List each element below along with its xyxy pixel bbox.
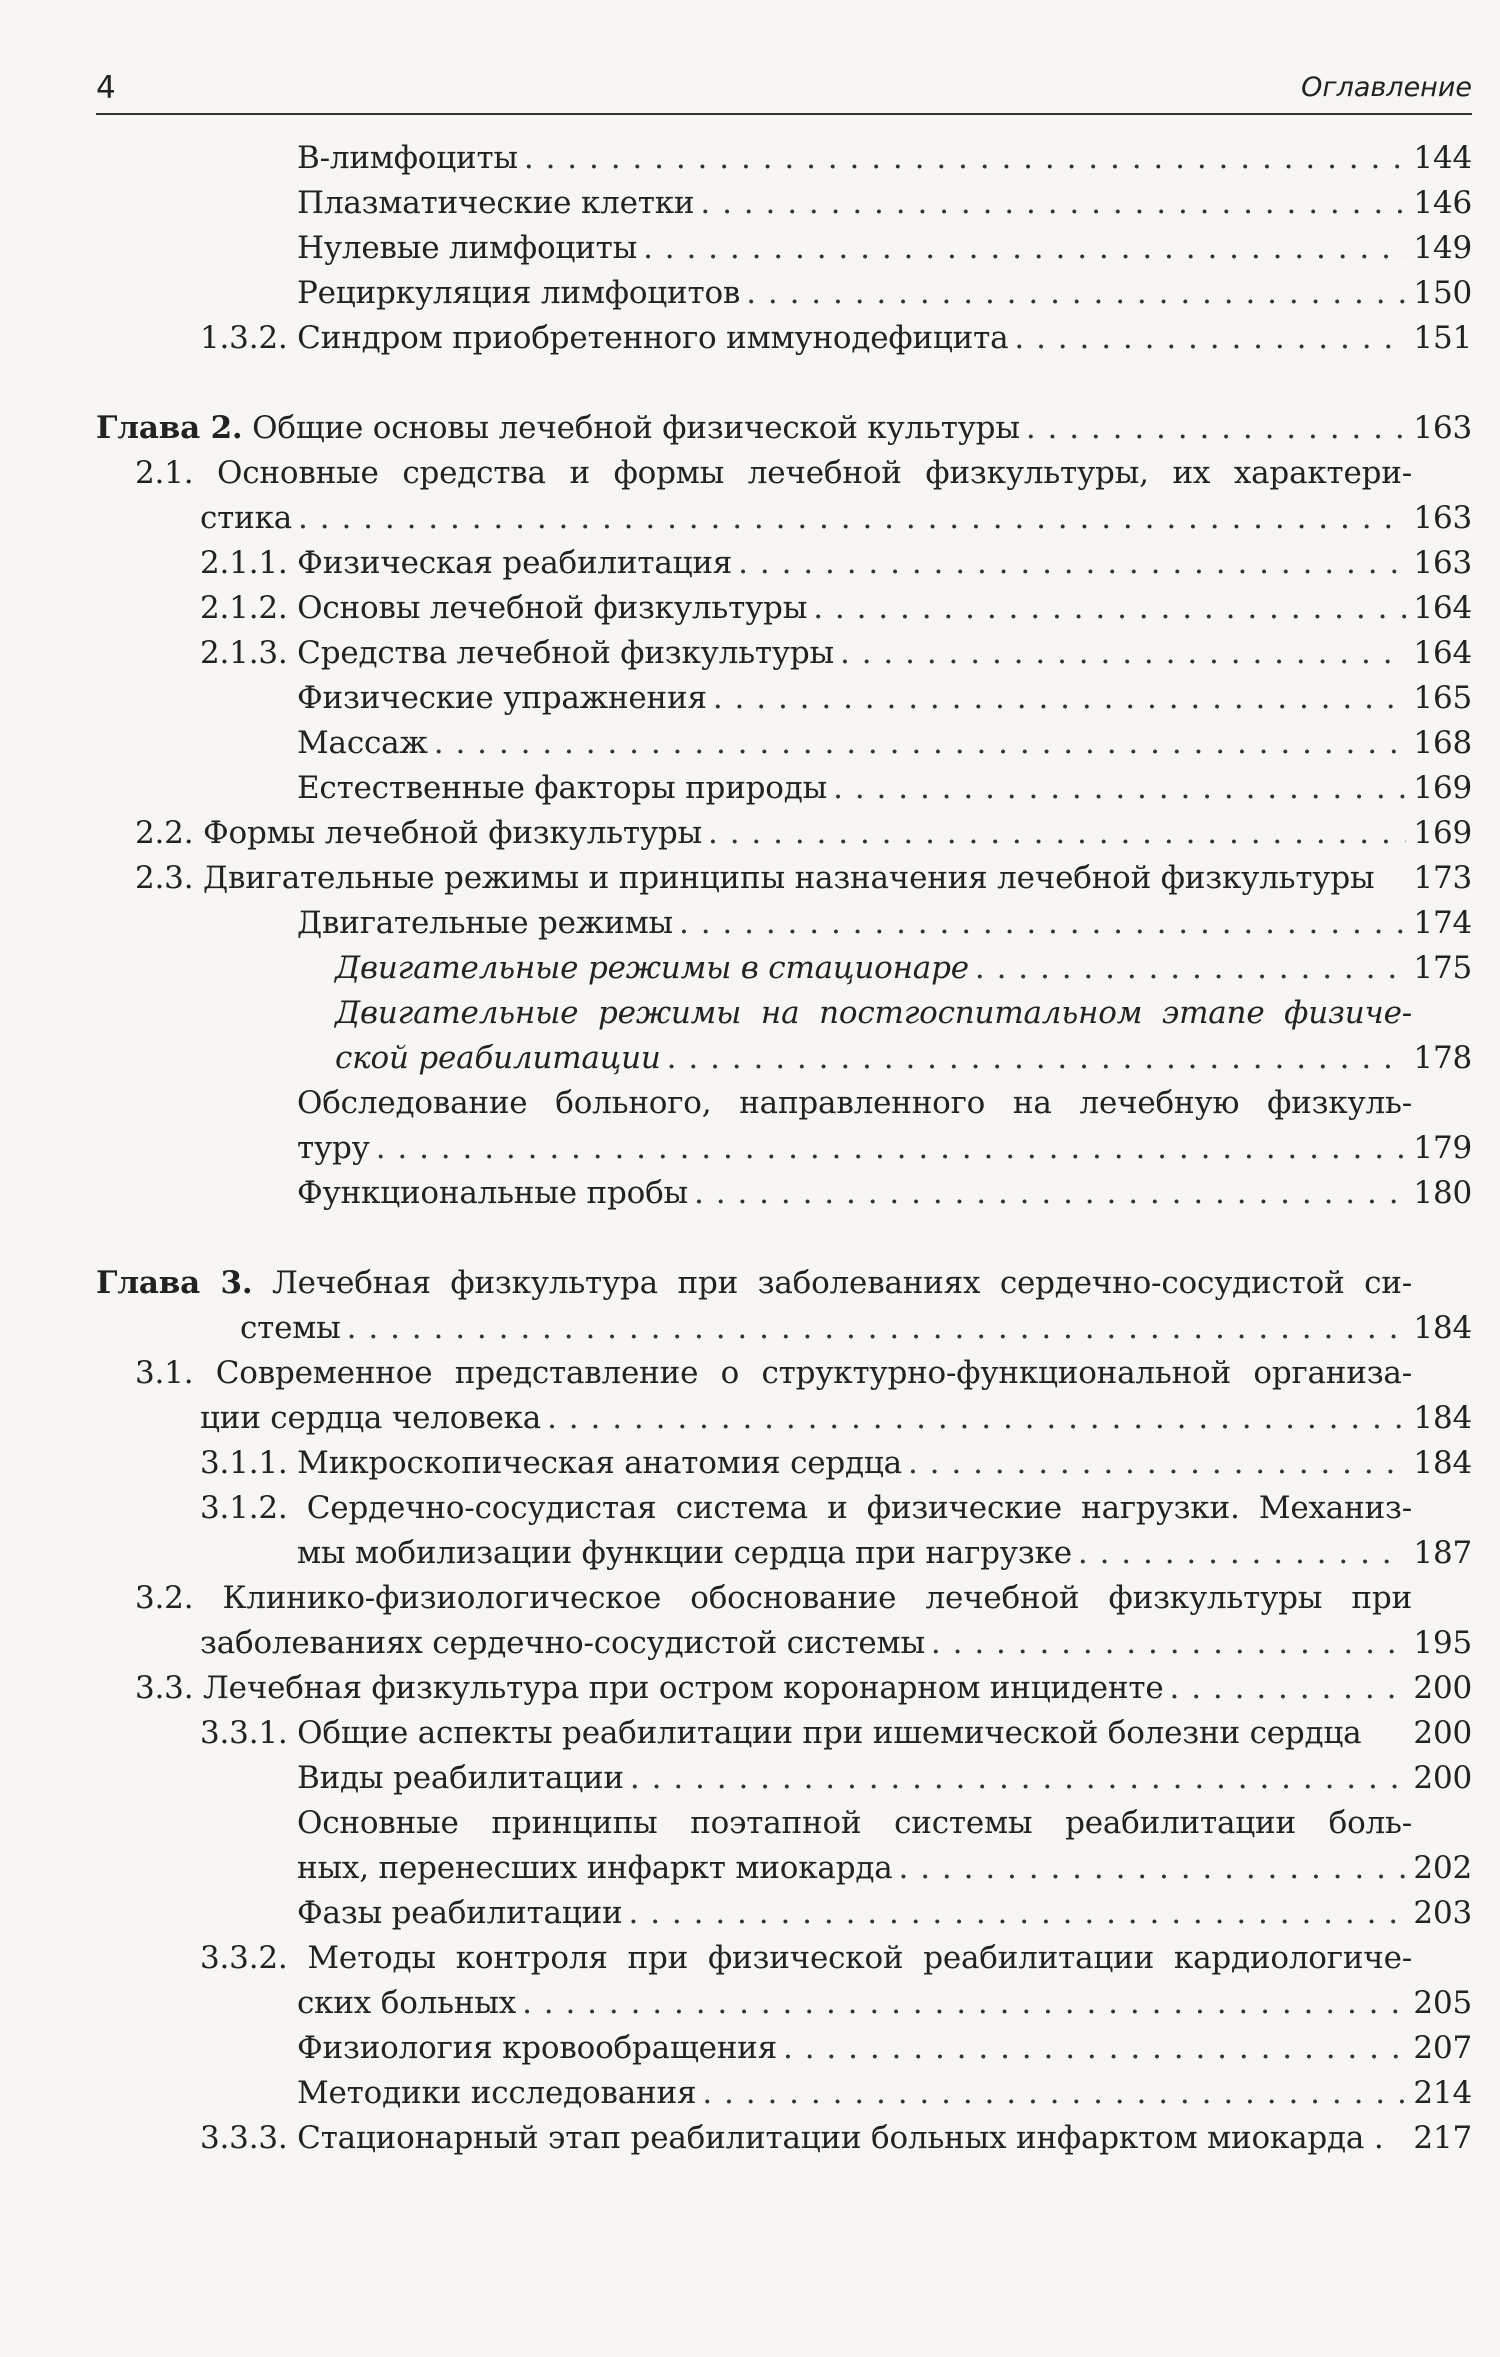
- dot-leader: [702, 2071, 1406, 2115]
- toc-entry-title: Обследование больного, направленного на лечебную физкуль-: [297, 1085, 1412, 1121]
- toc-entry-title: 3.2. Клинико-физиологическое обоснование лечебной физкультуры при: [135, 1580, 1412, 1616]
- dot-leader: [434, 721, 1406, 765]
- toc-entry-title: Виды реабилитации: [297, 1760, 624, 1796]
- dot-leader: [1014, 316, 1406, 360]
- toc-entry-title: 3.3.1. Общие аспекты реабилитации при ишемической болезни сердца: [200, 1715, 1362, 1751]
- toc-entry: [135, 811, 1472, 855]
- dot-leader: [908, 1441, 1406, 1485]
- dot-leader: [694, 1171, 1406, 1215]
- toc-page-number: 214: [1413, 2075, 1472, 2111]
- toc-entry-title: Методики исследования: [297, 2075, 697, 2111]
- toc-entry: [297, 2071, 1472, 2115]
- chapter-label: Глава 3.: [96, 1265, 253, 1301]
- toc-entry-title: Двигательные режимы в стационаре: [335, 950, 969, 986]
- toc-entry-title: 2.1.2. Основы лечебной физкультуры: [200, 590, 808, 626]
- toc-entry-title: ных, перенесших инфаркт миокарда: [297, 1850, 893, 1886]
- toc-entry-title: Физиология кровообращения: [297, 2030, 777, 2066]
- dot-leader: [547, 1396, 1406, 1440]
- toc-entry: [297, 1891, 1472, 1935]
- running-head: Оглавление: [1301, 72, 1472, 103]
- toc-page-number: 168: [1413, 725, 1472, 761]
- toc-page-number: 150: [1413, 275, 1472, 311]
- toc-page-number: 187: [1413, 1535, 1472, 1571]
- toc-entry-title: ских больных: [297, 1985, 517, 2021]
- toc-page-number: 200: [1413, 1760, 1472, 1796]
- toc-entry: [200, 631, 1472, 675]
- dot-leader: [629, 1891, 1407, 1935]
- toc-entry-title: Двигательные режимы на постгоспитальном этапе физиче-: [335, 995, 1412, 1031]
- dot-leader: [1026, 406, 1406, 450]
- toc-entry-title: 3.1. Современное представление о структурно-функциональной организа-: [135, 1355, 1412, 1391]
- toc-entry-title: туру: [297, 1130, 370, 1166]
- toc-entry-title: Основные принципы поэтапной системы реабилитации боль-: [297, 1805, 1412, 1841]
- chapter-label: Глава 2.: [96, 410, 243, 446]
- toc-entry-title: 2.2. Формы лечебной физкультуры: [135, 815, 702, 851]
- toc-entry: [297, 1081, 1472, 1125]
- toc-entry-title: Нулевые лимфоциты: [297, 230, 638, 266]
- toc-entry: [297, 676, 1472, 720]
- toc-entry: [297, 136, 1472, 180]
- dot-leader: [899, 1846, 1406, 1890]
- toc-entry: [297, 766, 1472, 810]
- toc-entry: [200, 1486, 1472, 1530]
- toc-page-number: 203: [1413, 1895, 1472, 1931]
- toc-entry-title: Физические упражнения: [297, 680, 707, 716]
- toc-entry: [297, 1171, 1472, 1215]
- toc-entry-title: 3.3.3. Стационарный этап реабилитации больных инфарктом миокарда .: [200, 2120, 1384, 2156]
- toc-entry: [135, 1576, 1472, 1620]
- page-number: 4: [96, 70, 116, 106]
- toc-entry-title: 2.3. Двигательные режимы и принципы назначения лечебной физкультуры: [135, 860, 1375, 896]
- toc-entry: [335, 1036, 1472, 1080]
- toc-page-number: 200: [1413, 1670, 1472, 1706]
- toc-page-number: 179: [1413, 1130, 1472, 1166]
- toc-page-number: 217: [1413, 2120, 1472, 2156]
- dot-leader: [376, 1126, 1406, 1170]
- toc-entry: [297, 271, 1472, 315]
- toc-page-number: 164: [1413, 635, 1472, 671]
- dot-leader: [298, 496, 1406, 540]
- toc-page-number: 184: [1413, 1310, 1472, 1346]
- toc-entry: [135, 1351, 1472, 1395]
- toc-entry-title: Функциональные пробы: [297, 1175, 689, 1211]
- dot-leader: [667, 1036, 1406, 1080]
- toc-entry: [200, 1396, 1472, 1440]
- chapter-title: Лечебная физкультура при заболеваниях сердечно-сосудистой си-: [252, 1265, 1413, 1301]
- dot-leader: [679, 901, 1406, 945]
- toc-entry: [200, 2116, 1472, 2160]
- dot-leader: [522, 1981, 1406, 2025]
- toc-page-number: 165: [1413, 680, 1472, 716]
- toc-entry-title: 2.1. Основные средства и формы лечебной физкультуры, их характери-: [135, 455, 1412, 491]
- dot-leader: [738, 541, 1406, 585]
- toc-entry-title: В-лимфоциты: [297, 140, 518, 176]
- toc-page-number: 195: [1413, 1625, 1472, 1661]
- toc-entry: [297, 1531, 1472, 1575]
- toc-page-number: 180: [1413, 1175, 1472, 1211]
- toc-page-number: 163: [1413, 500, 1472, 536]
- toc-entry: [200, 1711, 1472, 1755]
- toc-page-number: 205: [1413, 1985, 1472, 2021]
- toc-entry-title: Естественные факторы природы: [297, 770, 828, 806]
- toc-entry: [135, 856, 1472, 900]
- toc-entry: [240, 1306, 1472, 1350]
- toc-entry: [297, 1846, 1472, 1890]
- toc-entry: [335, 991, 1472, 1035]
- toc-entry-title: стемы: [240, 1310, 341, 1346]
- toc-entry-title: 2.1.1. Физическая реабилитация: [200, 545, 733, 581]
- toc-entry: [297, 226, 1472, 270]
- toc-page-number: 146: [1413, 185, 1472, 221]
- toc-page-number: 184: [1413, 1445, 1472, 1481]
- toc-entry: [200, 586, 1472, 630]
- dot-leader: [746, 271, 1406, 315]
- toc-page-number: 175: [1413, 950, 1472, 986]
- toc-entry: [200, 1441, 1472, 1485]
- toc-page-number: 151: [1413, 320, 1472, 356]
- toc-entry-title: Рециркуляция лимфоцитов: [297, 275, 741, 311]
- toc-entry-title: 3.3.2. Методы контроля при физической реабилитации кардиологиче-: [200, 1940, 1412, 1976]
- toc-entry: [135, 1666, 1472, 1710]
- dot-leader: [347, 1306, 1406, 1350]
- dot-leader: [524, 136, 1406, 180]
- dot-leader: [833, 766, 1406, 810]
- toc-entry: [200, 541, 1472, 585]
- dot-leader: [975, 946, 1406, 990]
- dot-leader: [931, 1621, 1406, 1665]
- dot-leader: [700, 181, 1406, 225]
- toc-page-number: 169: [1413, 815, 1472, 851]
- toc-entry: [297, 1981, 1472, 2025]
- toc-entry: [297, 1126, 1472, 1170]
- toc-entry: [297, 181, 1472, 225]
- toc-entry: [335, 946, 1472, 990]
- toc-entry: [200, 316, 1472, 360]
- dot-leader: [643, 226, 1406, 270]
- toc-page-number: 173: [1413, 860, 1472, 896]
- toc-entry: [200, 1621, 1472, 1665]
- toc-entry-title: Двигательные режимы: [297, 905, 673, 941]
- toc-entry-title: заболеваниях сердечно-сосудистой системы: [200, 1625, 925, 1661]
- toc-entry-title: 1.3.2. Синдром приобретенного иммунодефицита: [200, 320, 1009, 356]
- dot-leader: [1078, 1531, 1406, 1575]
- toc-entry-title: 3.1.2. Сердечно-сосудистая система и физические нагрузки. Механиз-: [200, 1490, 1412, 1526]
- toc-page-number: 200: [1413, 1715, 1472, 1751]
- chapter-title: Общие основы лечебной физической культуры: [242, 410, 1020, 446]
- toc-page-number: 169: [1413, 770, 1472, 806]
- dot-leader: [840, 631, 1406, 675]
- toc-entry: [297, 721, 1472, 765]
- toc-entry: [200, 1936, 1472, 1980]
- toc-page-number: 207: [1413, 2030, 1472, 2066]
- toc-entry-title: мы мобилизации функции сердца при нагрузке: [297, 1535, 1072, 1571]
- toc-page-number: 144: [1413, 140, 1472, 176]
- toc-entry-title: [96, 1261, 1412, 1305]
- toc-entry: [297, 901, 1472, 945]
- toc-page-number: 149: [1413, 230, 1472, 266]
- toc-entry-title: ции сердца человека: [200, 1400, 542, 1436]
- toc-entry-title: 3.1.1. Микроскопическая анатомия сердца: [200, 1445, 902, 1481]
- toc-entry: [96, 406, 1472, 450]
- toc-page-number: 163: [1413, 410, 1472, 446]
- toc-entry: [297, 1801, 1472, 1845]
- toc-entry: [297, 1756, 1472, 1800]
- toc-page-number: 164: [1413, 590, 1472, 626]
- dot-leader: [1169, 1666, 1406, 1710]
- toc-entry-title: [96, 406, 1020, 450]
- toc-entry-title: 3.3. Лечебная физкультура при остром коронарном инциденте: [135, 1670, 1164, 1706]
- toc-entry-title: Фазы реабилитации: [297, 1895, 623, 1931]
- toc-page-number: 184: [1413, 1400, 1472, 1436]
- toc-entry: [200, 496, 1472, 540]
- toc-entry: [96, 1261, 1472, 1305]
- dot-leader: [783, 2026, 1406, 2070]
- dot-leader: [630, 1756, 1406, 1800]
- toc-page-number: 163: [1413, 545, 1472, 581]
- toc-page-number: 178: [1413, 1040, 1472, 1076]
- toc-entry-title: стика: [200, 500, 293, 536]
- toc-entry-title: Плазматические клетки: [297, 185, 695, 221]
- toc-page-number: 174: [1413, 905, 1472, 941]
- toc-entry: [135, 451, 1472, 495]
- toc-entry: [297, 2026, 1472, 2070]
- dot-leader: [708, 811, 1406, 855]
- toc-entry-title: Массаж: [297, 725, 428, 761]
- toc-page-number: 202: [1413, 1850, 1472, 1886]
- toc-entry-title: 2.1.3. Средства лечебной физкультуры: [200, 635, 834, 671]
- toc-entry-title: ской реабилитации: [335, 1040, 661, 1076]
- dot-leader: [813, 586, 1406, 630]
- dot-leader: [713, 676, 1406, 720]
